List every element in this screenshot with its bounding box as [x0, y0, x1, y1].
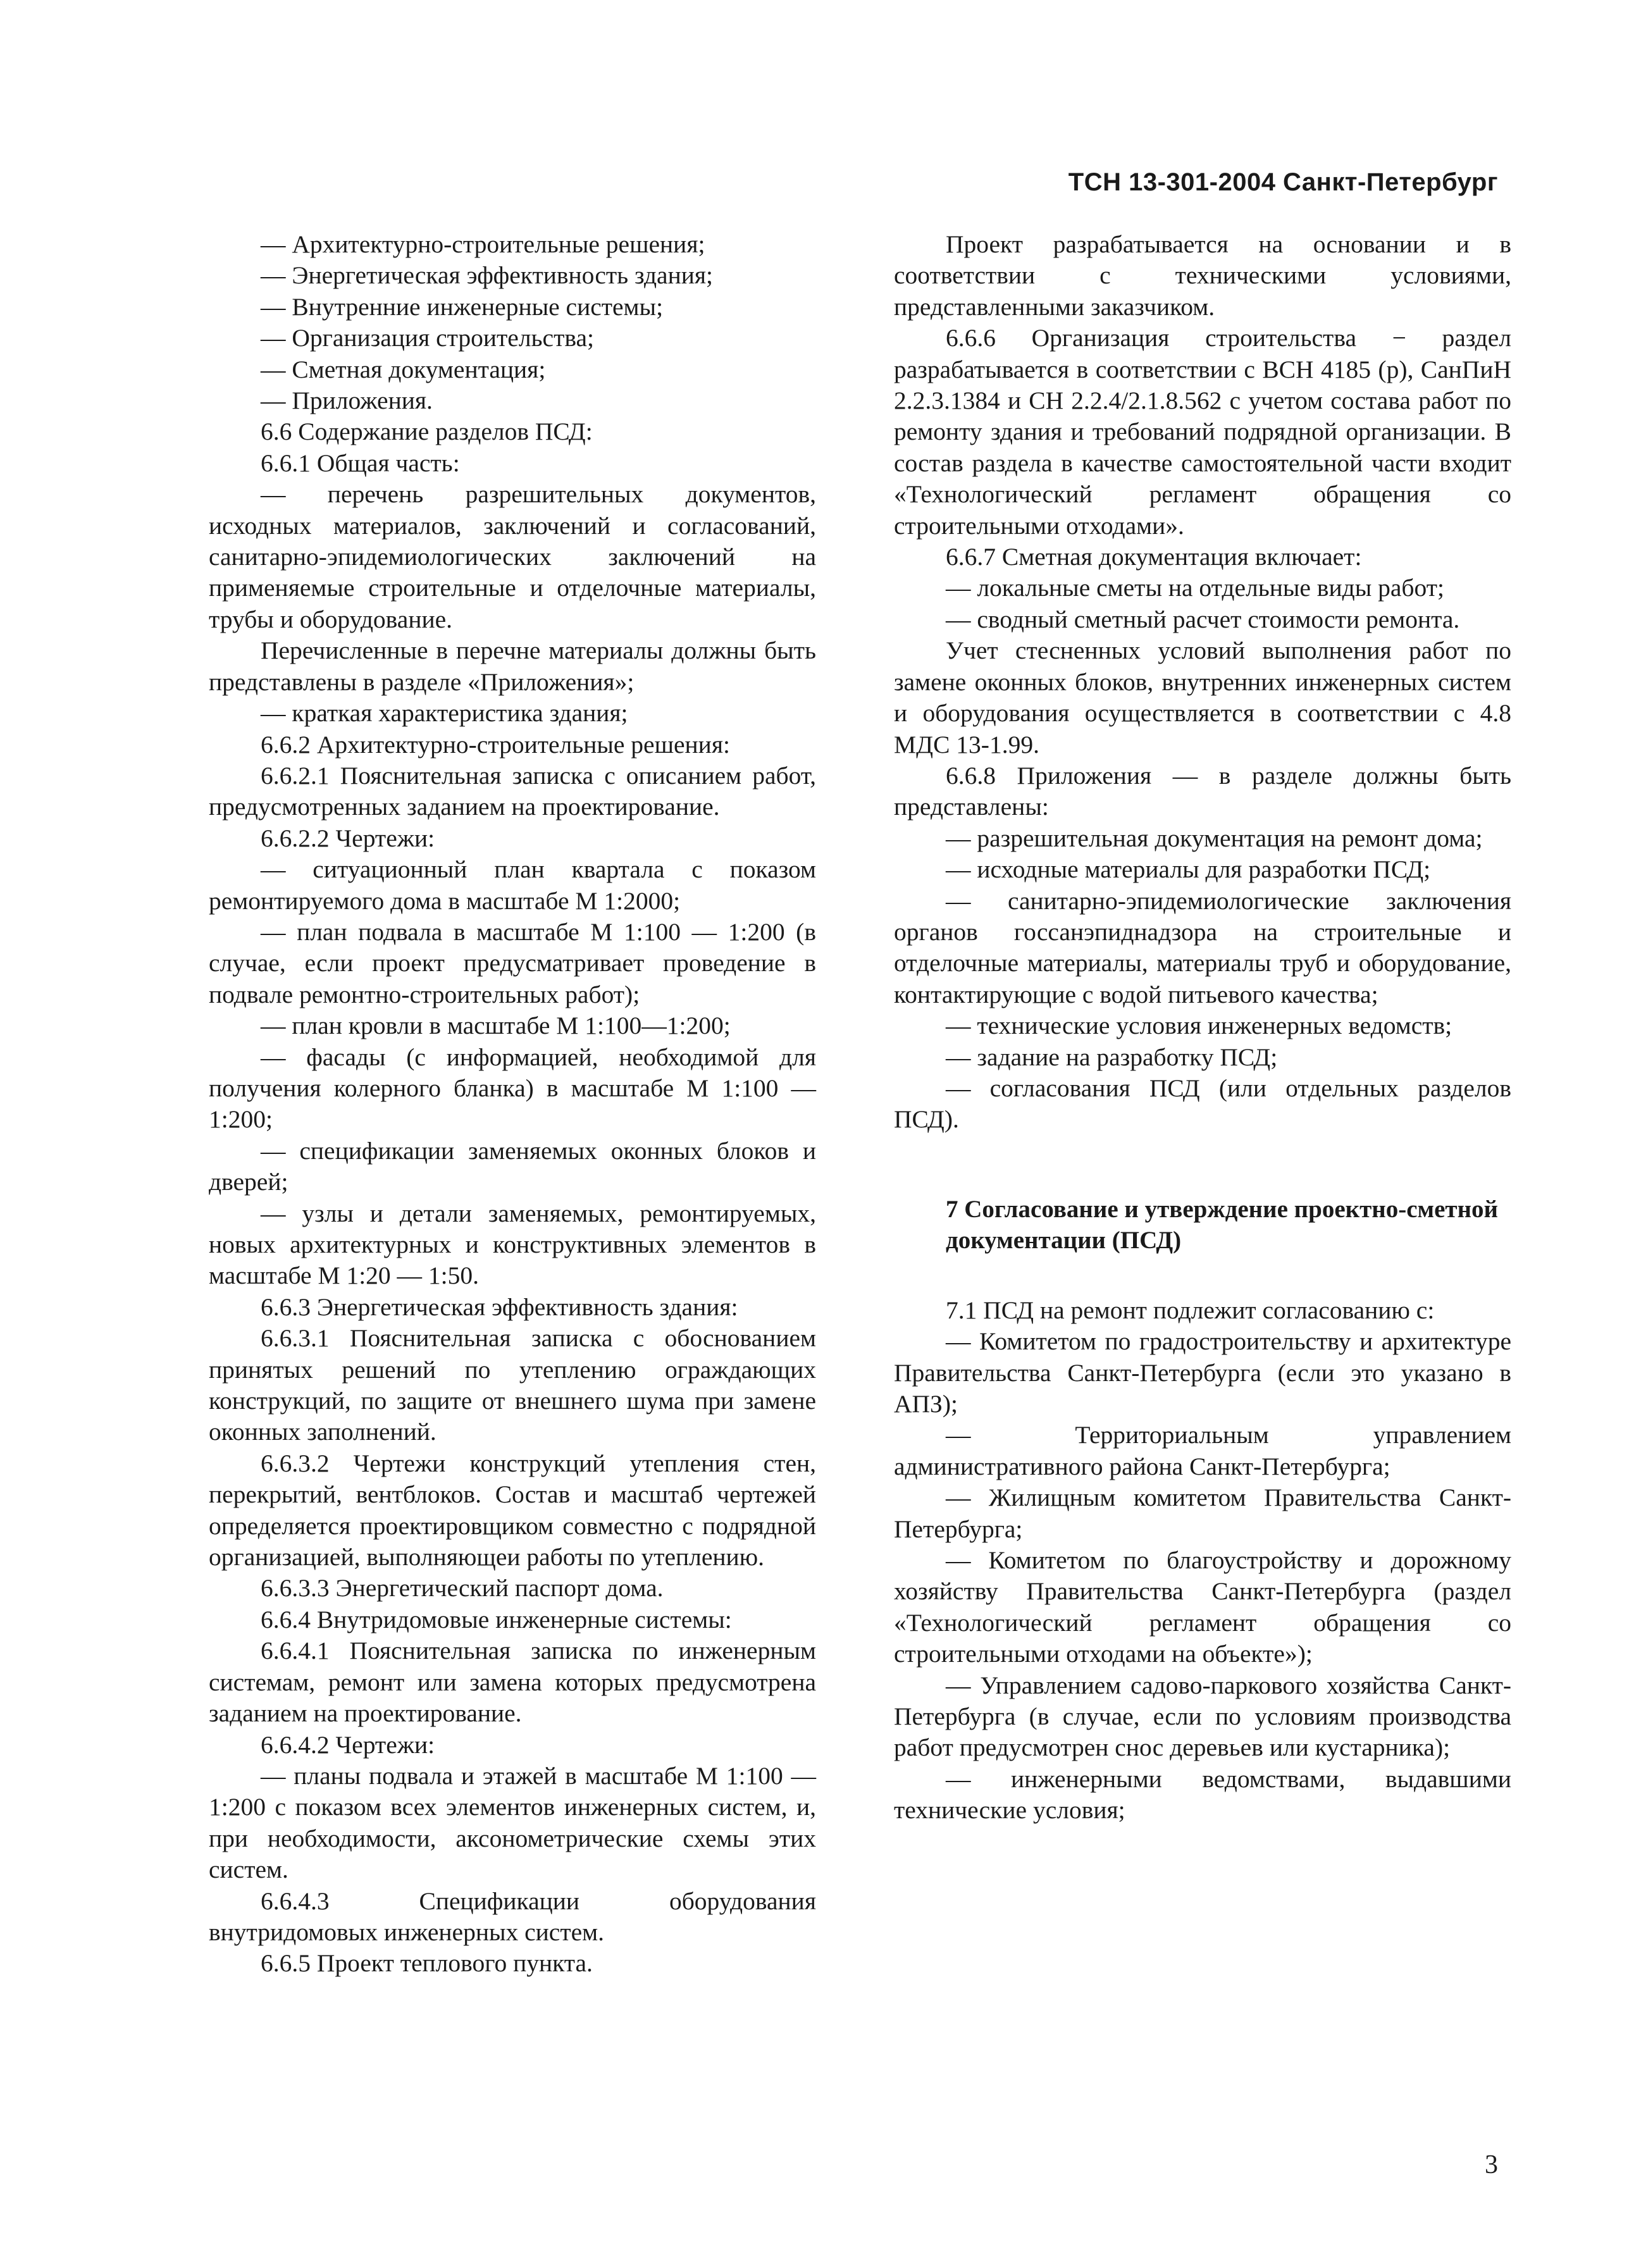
paragraph: — локальные сметы на отдельные виды работ;: [946, 574, 1444, 602]
paragraph: — план подвала в масштабе М 1:100 — 1:200 (в случае, если проект предусматривает проведение в подвале ремонтно-строительных работ);: [209, 917, 816, 1008]
paragraph: 6.6.3.3 Энергетический паспорт дома.: [261, 1574, 664, 1602]
paragraph: — согласования ПСД (или отдельных разделов ПСД).: [894, 1074, 1511, 1134]
paragraph: — технические условия инженерных ведомств;: [946, 1012, 1452, 1040]
paragraph: 6.6.7 Сметная документация включает:: [946, 543, 1362, 571]
list-item: — Внутренние инженерные системы;: [261, 292, 664, 321]
paragraph: 6.6.8 Приложения — в разделе должны быть представлены:: [894, 761, 1511, 821]
paragraph: 6.6.2.2 Чертежи:: [261, 824, 435, 852]
paragraph: — Комитетом по благоустройству и дорожному хозяйству Правительства Санкт-Петербурга (раздел «Технологический регламент обращения со строительными отходами на объекте»);: [894, 1546, 1511, 1668]
paragraph: — спецификации заменяемых оконных блоков и дверей;: [209, 1136, 816, 1196]
paragraph: 6.6.1 Общая часть:: [261, 449, 460, 477]
paragraph: — разрешительная документация на ремонт дома;: [946, 824, 1483, 852]
paragraph: — Комитетом по градостроительству и архитектуре Правительства Санкт-Петербурга (если это указано в АПЗ);: [894, 1327, 1511, 1418]
paragraph: — план кровли в масштабе М 1:100—1:200;: [261, 1012, 731, 1040]
paragraph: — краткая характеристика здания;: [261, 699, 628, 728]
paragraph: — узлы и детали заменяемых, ремонтируемых, новых архитектурных и конструктивных элементов в масштабе М 1:20 — 1:50.: [209, 1199, 816, 1290]
right-column: [894, 229, 1511, 1826]
paragraph: 6.6.3 Энергетическая эффективность здания:: [261, 1292, 738, 1321]
paragraph: — исходные материалы для разработки ПСД;: [946, 855, 1431, 884]
paragraph: — инженерными ведомствами, выдавшими технические условия;: [894, 1764, 1511, 1825]
paragraph: 6.6.3.1 Пояснительная записка с обоснованием принятых решений по утеплению ограждающих конструкций, по защите от внешнего шума при замене оконных заполнений.: [209, 1324, 816, 1446]
paragraph: 6.6.4.3 Спецификации оборудования внутридомовых инженерных систем.: [209, 1887, 816, 1946]
paragraph: 6.6.6 Организация строительства − раздел разрабатывается в соответствии с ВСН 4185 (р), СанПиН 2.2.3.1384 и СН 2.2.4/2.1.8.562 с учетом состава работ по ремонту здания и требований подрядной организации. В состав раздела в качестве самостоятельной части входит «Технологический регламент обращения со строительными отходами».: [894, 324, 1511, 540]
paragraph: — ситуационный план квартала с показом ремонтируемого дома в масштабе М 1:2000;: [209, 855, 816, 915]
list-item: — Архитектурно-строительные решения;: [261, 230, 705, 258]
paragraph: 6.6.2.1 Пояснительная записка с описанием работ, предусмотренных заданием на проектирование.: [209, 761, 816, 821]
paragraph: — Территориальным управлением административного района Санкт-Петербурга;: [894, 1421, 1511, 1480]
paragraph: — планы подвала и этажей в масштабе М 1:100 — 1:200 с показом всех элементов инженерных систем, и, при необходимости, аксонометрические схемы этих систем.: [209, 1761, 816, 1884]
paragraph: — сводный сметный расчет стоимости ремонта.: [946, 605, 1460, 633]
paragraph: Проект разрабатывается на основании и в соответствии с техническими условиями, представленными заказчиком.: [894, 230, 1511, 321]
paragraph: Учет стесненных условий выполнения работ по замене оконных блоков, внутренних инженерных систем и оборудования осуществляется в соответствии с 4.8 МДС 13-1.99.: [894, 636, 1511, 759]
list-item: — Организация строительства;: [261, 324, 594, 352]
left-column: [209, 229, 816, 1980]
paragraph: 6.6.3.2 Чертежи конструкций утепления стен, перекрытий, вентблоков. Состав и масштаб чертежей определяется проектировщиком совместно с подрядной организацией, выполняющеи работы по утеплению.: [209, 1449, 816, 1571]
paragraph: — фасады (с информацией, необходимой для получения колерного бланка) в масштабе М 1:100 — 1:200;: [209, 1043, 816, 1134]
list-item: — Приложения.: [261, 387, 433, 415]
paragraph: 6.6.4.2 Чертежи:: [261, 1730, 435, 1759]
running-header: ТСН 13-301-2004 Санкт-Петербург: [1068, 168, 1498, 196]
paragraph: 6.6.4 Внутридомовые инженерные системы:: [261, 1605, 732, 1633]
paragraph: 6.6.5 Проект теплового пункта.: [261, 1949, 593, 1978]
list-item: — Сметная документация;: [261, 355, 546, 383]
paragraph: — задание на разработку ПСД;: [946, 1043, 1278, 1071]
list-item: — Энергетическая эффективность здания;: [261, 261, 713, 290]
paragraph: — санитарно-эпидемиологические заключения органов госсанэпиднадзора на строительные и отделочные материалы, материалы труб и оборудование, контактирующие с водой питьевого качества;: [894, 886, 1511, 1008]
paragraph: — Жилищным комитетом Правительства Санкт-Петербурга;: [894, 1484, 1511, 1543]
section-heading: 7 Согласование и утверждение проектно-сметной документации (ПСД): [946, 1195, 1499, 1254]
paragraph: 6.6 Содержание разделов ПСД:: [261, 418, 593, 446]
paragraph: 7.1 ПСД на ремонт подлежит согласованию с:: [946, 1296, 1435, 1324]
paragraph: Перечисленные в перечне материалы должны быть представлены в разделе «Приложения»;: [209, 636, 816, 696]
paragraph: — Управлением садово-паркового хозяйства Санкт-Петербурга (в случае, если по условиям производства работ предусмотрен снос деревьев или кустарника);: [894, 1671, 1511, 1762]
paragraph: 6.6.4.1 Пояснительная записка по инженерным системам, ремонт или замена которых предусмотрена заданием на проектирование.: [209, 1637, 816, 1728]
paragraph: 6.6.2 Архитектурно-строительные решения:: [261, 730, 730, 759]
paragraph: — перечень разрешительных документов, исходных материалов, заключений и согласований, санитарно-эпидемиологических заключений на применяемые строительные и отделочные материалы, трубы и оборудование.: [209, 480, 816, 633]
page-number: 3: [1485, 2150, 1498, 2179]
